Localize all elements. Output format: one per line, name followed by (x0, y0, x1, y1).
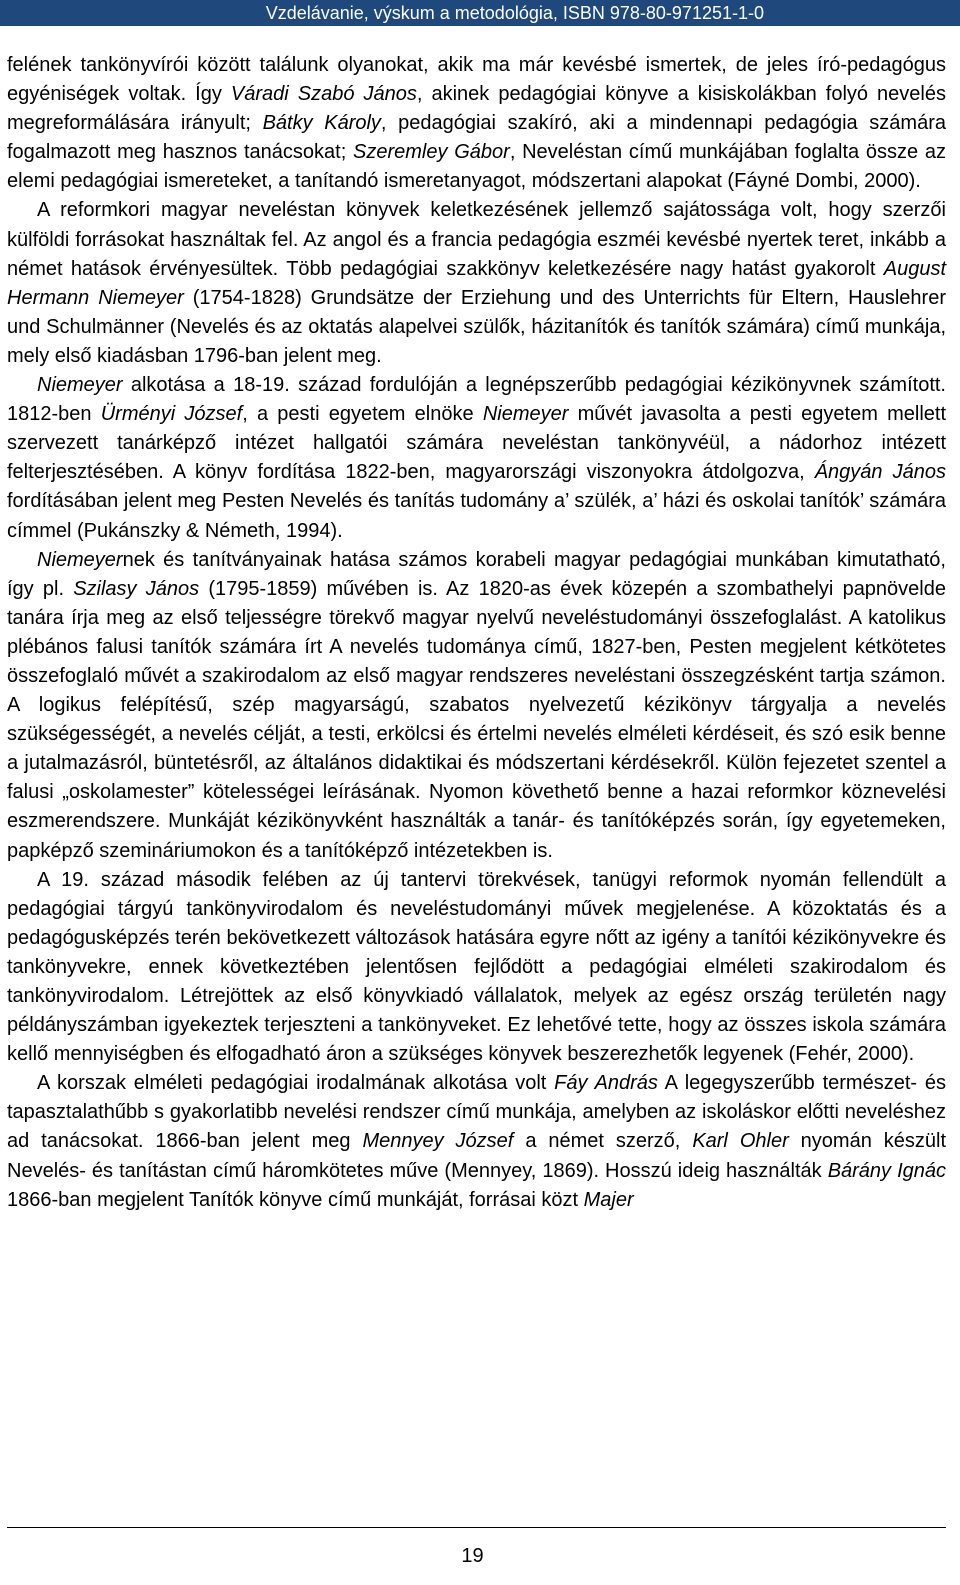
text-run: a német szerző, (513, 1130, 693, 1153)
document-body (7, 51, 946, 1215)
text-run: 1866-ban megjelent Tanítók könyve című munkáját, forrásai közt (7, 1188, 584, 1211)
text-run: A korszak elméleti pedagógiai irodalmának alkotása volt (37, 1072, 555, 1095)
text-run: A 19. század második felében az új tantervi törekvések, tanügyi reformok nyomán fellendült a pedagógiai tárgyú tankönyvirodalom és neveléstudományi művek megjelenése. A közoktatás és a pedagógusképzés terén bekövetkezett változások hatására egyre nőtt az igény a tanítói kézikönyvekre és tankönyvekre, ennek következtében jelentősen fejlődött a pedagógiai elméleti szakirodalom és tankönyvirodalom. Létrejöttek az első könyvkiadó vállalatok, melyek az egész ország területén nagy példányszámban igyekeztek terjeszteni a tankönyveket. Ez lehetővé tette, hogy az összes iskola számára kellő mennyiségben és elfogadható áron a szükséges könyvek beszerezhetők legyenek (Fehér, 2000). (7, 868, 946, 1066)
header-title: Vzdelávanie, výskum a metodológia, ISBN 978-80-971251-1-0 (265, 3, 764, 23)
text-run: felének tankönyvírói között találunk olyanokat, akik ma már kevésbé ismertek, de jeles író-pedagógus egyéniségek voltak. Így (7, 54, 946, 106)
text-run: , a pesti egyetem elnöke (242, 403, 483, 426)
text-run: , Neveléstan című munkájában foglalta össze az elemi pedagógiai ismereteket, a tanítandó ismeretanyagot, módszertani alapokat (Fáyné Dombi, 2000). (7, 141, 946, 193)
page-number: 19 (461, 1545, 484, 1567)
text-run: (1795-1859) művében is. Az 1820-as évek közepén a szombathelyi papnövelde tanára írja meg az első teljességre törekvő magyar nyelvű neveléstudományi összefoglalást. A katolikus plébános falusi tanítók számára írt A nevelés tudománya című, 1827-ben, Pesten megjelent kétkötetes összefoglaló művét a szakirodalom az első magyar rendszeres neveléstani összegzésként tartja számon. A logikus felépítésű, szép magyarságú, szabatos nyelvezetű kézikönyv tárgyalja a nevelés szükségességét, a nevelés célját, a testi, erkölcsi és értelmi nevelés elméleti kérdéseit, és szó esik benne a jutalmazásról, büntetésről, az általános didaktikai és módszertani kérdésekről. Külön fejezetet szentel a falusi „oskolamester” kötelességei leírásának. Nyomon követhető benne a hazai reformkor köznevelési eszmerendszere. Munkáját kézikönyvként használták a tanár- és tanítóképzés során, így egyetemeken, papképző szemináriumokon és a tanítóképző intézetekben is. (7, 577, 946, 862)
page-header (0, 0, 960, 26)
paragraph (7, 371, 946, 546)
italic-name: Niemeyer (482, 403, 569, 426)
paragraph (7, 51, 946, 196)
paragraph (7, 546, 946, 866)
text-run: , akinek pedagógiai könyve a kisiskolákban folyó nevelés megreformálására irányult; (7, 83, 946, 135)
italic-name: Szeremley Gábor (353, 141, 510, 164)
italic-name: Ürményi József (100, 403, 243, 426)
footer-divider (7, 1527, 946, 1528)
italic-name: August Hermann Niemeyer (7, 257, 946, 309)
text-run: nyomán készült Nevelés- és tanítástan című háromkötetes műve (Mennyey, 1869). Hosszú ideig használták (7, 1130, 947, 1182)
italic-name: Váradi Szabó János (230, 83, 417, 106)
text-run: művét javasolta a pesti egyetem mellett szervezett tanárképző intézet hallgatói számára neveléstan tankönyvéül, a nádorhoz intézett felterjesztésében. A könyv fordítása 1822-ben, magyarországi viszonyokra átdolgozva, (7, 403, 947, 484)
italic-name: Bátky Károly (262, 112, 381, 135)
paragraph (7, 196, 946, 371)
text-run: alkotása a 18-19. század fordulóján a legnépszerűbb pedagógiai kézikönyvnek számított. 1812-ben (7, 374, 946, 426)
italic-name: Szilasy János (73, 577, 200, 600)
italic-name: Mennyey József (362, 1130, 514, 1153)
text-run: A legegyszerűbb természet- és tapasztalathűbb s gyakorlatibb nevelési rendszer című munkája, amelyben az iskoláskor előtti neveléshez ad tanácsokat. 1866-ban jelent meg (7, 1072, 946, 1153)
text-run: (1754-1828) Grundsätze der Erziehung und des Unterrichts für Eltern, Hauslehrer und Schulmänner (Nevelés és az oktatás alapelvei szülők, házitanítók és tanítók számára) című munkája, mely első kiadásban 1796-ban jelent meg. (7, 286, 946, 367)
paragraph (7, 1069, 946, 1214)
italic-name: Niemeyer (37, 374, 123, 397)
italic-name: Ángyán János (814, 461, 946, 484)
italic-name: Niemeyer (37, 548, 123, 571)
text-run: A reformkori magyar neveléstan könyvek keletkezésének jellemző sajátossága volt, hogy szerzői külföldi forrásokat használtak fel. Az angol és a francia pedagógia eszméi kevésbé nyertek teret, inkább a német hatások érvényesültek. Több pedagógiai szakkönyv keletkezésére nagy hatást gyakorolt (7, 199, 946, 280)
italic-name: Bárány Ignác (827, 1159, 947, 1182)
paragraph (7, 866, 946, 1070)
italic-name: Majer (583, 1188, 634, 1211)
italic-name: Karl Ohler (692, 1130, 789, 1153)
text-run: , pedagógiai szakíró, aki a mindennapi pedagógia számára fogalmazott meg hasznos tanácsokat; (7, 112, 946, 164)
text-run: fordításában jelent meg Pesten Nevelés és tanítás tudomány a’ szülék, a’ házi és oskolai tanítók’ számára címmel (Pukánszky & Németh, 1994). (7, 490, 946, 542)
text-run: nek és tanítványainak hatása számos korabeli magyar pedagógiai munkában kimutatható, így pl. (7, 548, 946, 600)
italic-name: Fáy András (554, 1072, 658, 1095)
